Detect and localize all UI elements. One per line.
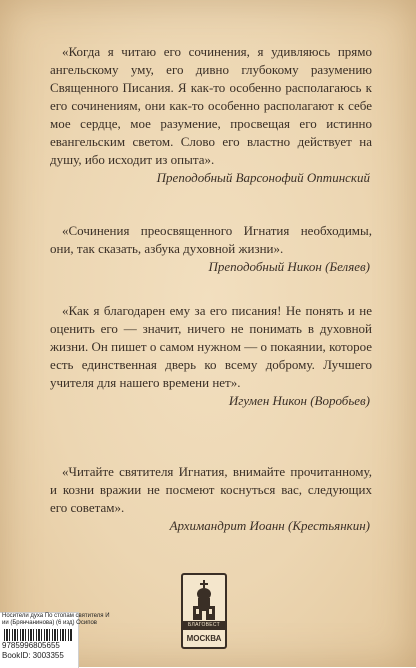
quote-block: [50, 43, 372, 187]
barcode: [4, 629, 72, 641]
inventory-sticker: [0, 612, 110, 668]
quote-text: «Сочинения преосвященного Игнатия необходимы, они, так сказать, азбука духовной жизни».: [50, 223, 372, 256]
publisher-logo: [181, 573, 227, 649]
isbn-number: 9785996805655: [2, 641, 60, 650]
quote-text: «Читайте святителя Игнатия, внимайте прочитанному, и козни вражии не посмеют коснуться вас, следующих его советам».: [50, 464, 372, 515]
sticker-title-line: Носители духа По стопам святителя И: [2, 613, 110, 619]
quote-text: «Когда я читаю его сочинения, я удивляюсь прямо ангельскому уму, его дивно глубокому разумению Священного Писания. Я как-то особенно располагаюсь к его сочинениям, они как-то особенно располагают к себе мое сердце, мое разумение, просвещая его истинно евангельским светом. Слово его властно действует на душу, ибо исходит из опыта».: [50, 44, 372, 167]
quote-text: «Как я благодарен ему за его писания! Не понять и не оценить его — значит, ничего не понимать в духовной жизни. Он пишет о самом нужном — о покаянии, которое есть единственная дверь ко всему доброму. Лучшего учителя для нашего времени нет».: [50, 303, 372, 390]
quote-author: Архимандрит Иоанн (Крестьянкин): [169, 518, 370, 533]
church-icon: [189, 580, 219, 620]
quote-block: [50, 222, 372, 276]
quote-block: [50, 302, 372, 410]
book-id: BookID: 3003355: [2, 651, 64, 660]
quote-author: Преподобный Варсонофий Оптинский: [156, 170, 370, 185]
publisher-city: МОСКВА: [186, 634, 222, 643]
publisher-name: БЛАГОВЕСТ: [183, 621, 225, 630]
sticker-title-line: ии (Брянчанинова) (6 изд) Осипов: [2, 620, 97, 626]
quote-author: Игумен Никон (Воробьев): [228, 393, 370, 408]
quote-block: [50, 463, 372, 535]
quote-author: Преподобный Никон (Беляев): [208, 259, 370, 274]
